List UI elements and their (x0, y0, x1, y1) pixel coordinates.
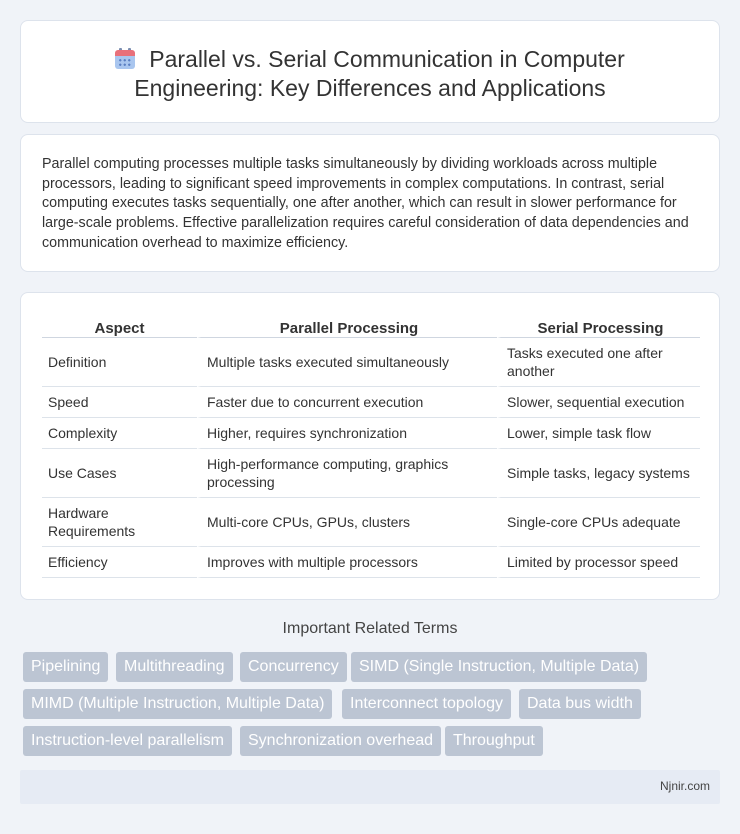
tag-interconnect-topology[interactable]: Interconnect topology (342, 689, 511, 719)
tag-simd[interactable]: SIMD (Single Instruction, Multiple Data) (351, 652, 647, 682)
table-cell: Simple tasks, legacy systems (497, 449, 700, 498)
tag-throughput[interactable]: Throughput (445, 726, 543, 756)
table-cell: Higher, requires synchronization (197, 418, 497, 449)
table-row (42, 449, 700, 498)
related-terms-heading: Important Related Terms (282, 620, 458, 637)
table-cell: Speed (42, 387, 197, 418)
column-header-aspect: Aspect (42, 315, 197, 338)
comparison-table-card (20, 292, 720, 600)
calendar-icon (115, 48, 135, 69)
table-cell: Improves with multiple processors (197, 547, 497, 578)
table-cell: Slower, sequential execution (497, 387, 700, 418)
table-cell: Multi-core CPUs, GPUs, clusters (197, 498, 497, 547)
table-row (42, 547, 700, 578)
table-row (42, 498, 700, 547)
comparison-table (42, 315, 700, 578)
table-cell: Faster due to concurrent execution (197, 387, 497, 418)
table-cell: Single-core CPUs adequate (497, 498, 700, 547)
table-cell: Multiple tasks executed simultaneously (197, 338, 497, 387)
table-row (42, 387, 700, 418)
table-cell: Tasks executed one after another (497, 338, 700, 387)
page-title (21, 45, 719, 103)
table-header-row (42, 315, 700, 338)
table-cell: Definition (42, 338, 197, 387)
table-cell: Lower, simple task flow (497, 418, 700, 449)
table-cell: Complexity (42, 418, 197, 449)
footer (20, 770, 720, 804)
page-title-line-2: Engineering: Key Differences and Applications (134, 75, 606, 101)
column-header-serial: Serial Processing (497, 315, 700, 338)
title-card (20, 20, 720, 123)
tag-data-bus-width[interactable]: Data bus width (519, 689, 641, 719)
tag-multithreading[interactable]: Multithreading (116, 652, 233, 682)
intro-paragraph: Parallel computing processes multiple tasks simultaneously by dividing workloads across multiple processors, leading to significant speed improvements in complex computations. In contrast, serial computing executes tasks sequentially, one after another, which can result in slower performance for large-scale problems. Effective parallelization requires careful consideration of data dependencies and communication overhead to maximize efficiency. (42, 156, 689, 251)
tag-mimd[interactable]: MIMD (Multiple Instruction, Multiple Data) (23, 689, 332, 719)
table-cell: Limited by processor speed (497, 547, 700, 578)
table-row (42, 418, 700, 449)
table-cell: Use Cases (42, 449, 197, 498)
intro-card (20, 134, 720, 272)
page-title-line-1: Parallel vs. Serial Communication in Computer (149, 46, 625, 72)
table-cell: High-performance computing, graphics processing (197, 449, 497, 498)
tag-instruction-level-parallelism[interactable]: Instruction-level parallelism (23, 726, 232, 756)
tag-synchronization-overhead[interactable]: Synchronization overhead (240, 726, 441, 756)
tag-concurrency[interactable]: Concurrency (240, 652, 347, 682)
table-row (42, 338, 700, 387)
table-cell: Efficiency (42, 547, 197, 578)
table-cell: Hardware Requirements (42, 498, 197, 547)
footer-source[interactable]: Njnir.com (659, 779, 710, 793)
tag-pipelining[interactable]: Pipelining (23, 652, 108, 682)
column-header-parallel: Parallel Processing (197, 315, 497, 338)
